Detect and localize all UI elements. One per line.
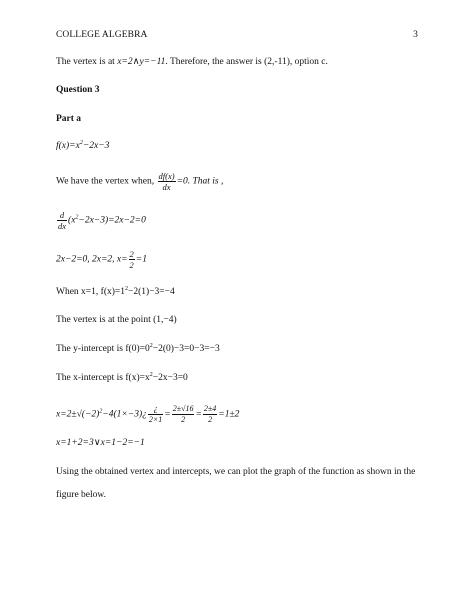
math: x=2±√(−2) bbox=[56, 409, 100, 420]
exponent: 2 bbox=[149, 372, 153, 378]
math: 2x−2=0, 2x=2, x= bbox=[56, 254, 128, 265]
exponent: 2 bbox=[149, 343, 153, 349]
math: −2x−3=0 bbox=[152, 373, 188, 383]
text: The vertex is at bbox=[56, 57, 118, 67]
math: The y-intercept is f(0)=0 bbox=[56, 344, 150, 354]
math: −2x−3 bbox=[82, 141, 110, 151]
exponent: 2 bbox=[75, 214, 79, 221]
vertex-point: The vertex is at the point (1,−4) bbox=[56, 315, 177, 325]
math: =1±2 bbox=[218, 409, 240, 420]
math: −2x−3)=2x−2=0 bbox=[78, 215, 146, 226]
derivative-fraction bbox=[158, 171, 176, 192]
question-heading: Question 3 bbox=[56, 85, 100, 95]
fraction-numerator: d bbox=[57, 210, 67, 221]
fraction-numerator: df(x) bbox=[158, 171, 175, 181]
page-number: 3 bbox=[413, 30, 418, 40]
fraction-numerator: 2±4 bbox=[203, 404, 217, 413]
fraction-numerator: 2±√16 bbox=[172, 404, 194, 413]
part-heading: Part a bbox=[56, 114, 82, 124]
math: When x=1, f(x)=1 bbox=[56, 287, 126, 297]
exponent: 2 bbox=[79, 140, 83, 146]
closing-paragraph-line-1: Using the obtained vertex and intercepts, we can plot the graph of the function as shown in the bbox=[56, 467, 416, 477]
vertex-condition bbox=[56, 171, 223, 192]
math: −2(1)−3=−4 bbox=[128, 287, 175, 297]
math: −4(1×−3)¿ bbox=[102, 409, 147, 420]
quad-fraction-2 bbox=[172, 404, 195, 425]
running-header-title: COLLEGE ALGEBRA bbox=[56, 30, 148, 40]
closing-paragraph-line-2: figure below. bbox=[56, 490, 107, 500]
fraction-denominator: 2 bbox=[181, 415, 186, 424]
d-dx-fraction bbox=[57, 210, 67, 231]
math: = bbox=[164, 409, 171, 420]
evaluate-at-1 bbox=[56, 286, 175, 298]
math: = bbox=[195, 409, 202, 420]
math: −2(0)−3=0−3=−3 bbox=[152, 344, 220, 354]
fraction-denominator: 2 bbox=[129, 260, 134, 270]
math: The x-intercept is f(x)=x bbox=[56, 373, 150, 383]
fraction-denominator: 2×1 bbox=[148, 415, 163, 424]
math: x=2∧y=−11 bbox=[117, 57, 166, 67]
math: =0. That is , bbox=[176, 176, 224, 187]
exponent: 2 bbox=[125, 286, 129, 292]
fraction-denominator: dx bbox=[162, 182, 171, 192]
two-over-two bbox=[129, 249, 135, 270]
solve-line bbox=[56, 249, 147, 270]
exponent: 2 bbox=[99, 408, 103, 415]
text: . Therefore, the answer is (2,-11), option c. bbox=[165, 57, 328, 67]
function-definition bbox=[56, 140, 109, 152]
quad-fraction-3 bbox=[203, 404, 217, 425]
quad-fraction-1 bbox=[148, 404, 163, 425]
fraction-numerator: ¿ bbox=[148, 404, 163, 415]
y-intercept bbox=[56, 343, 220, 355]
vertex-sentence bbox=[56, 56, 328, 68]
math: =1 bbox=[135, 254, 147, 265]
derivative-line bbox=[56, 210, 146, 231]
fraction-numerator: 2 bbox=[129, 249, 134, 259]
text: We have the vertex when, bbox=[56, 176, 157, 187]
x-intercept bbox=[56, 372, 188, 384]
roots-line: x=1+2=3∨x=1−2=−1 bbox=[56, 438, 145, 448]
quadratic-formula bbox=[56, 404, 239, 425]
math: f(x)=x bbox=[56, 141, 80, 151]
fraction-denominator: 2 bbox=[208, 415, 213, 424]
fraction-denominator: dx bbox=[58, 221, 67, 231]
math: (x bbox=[68, 215, 76, 226]
